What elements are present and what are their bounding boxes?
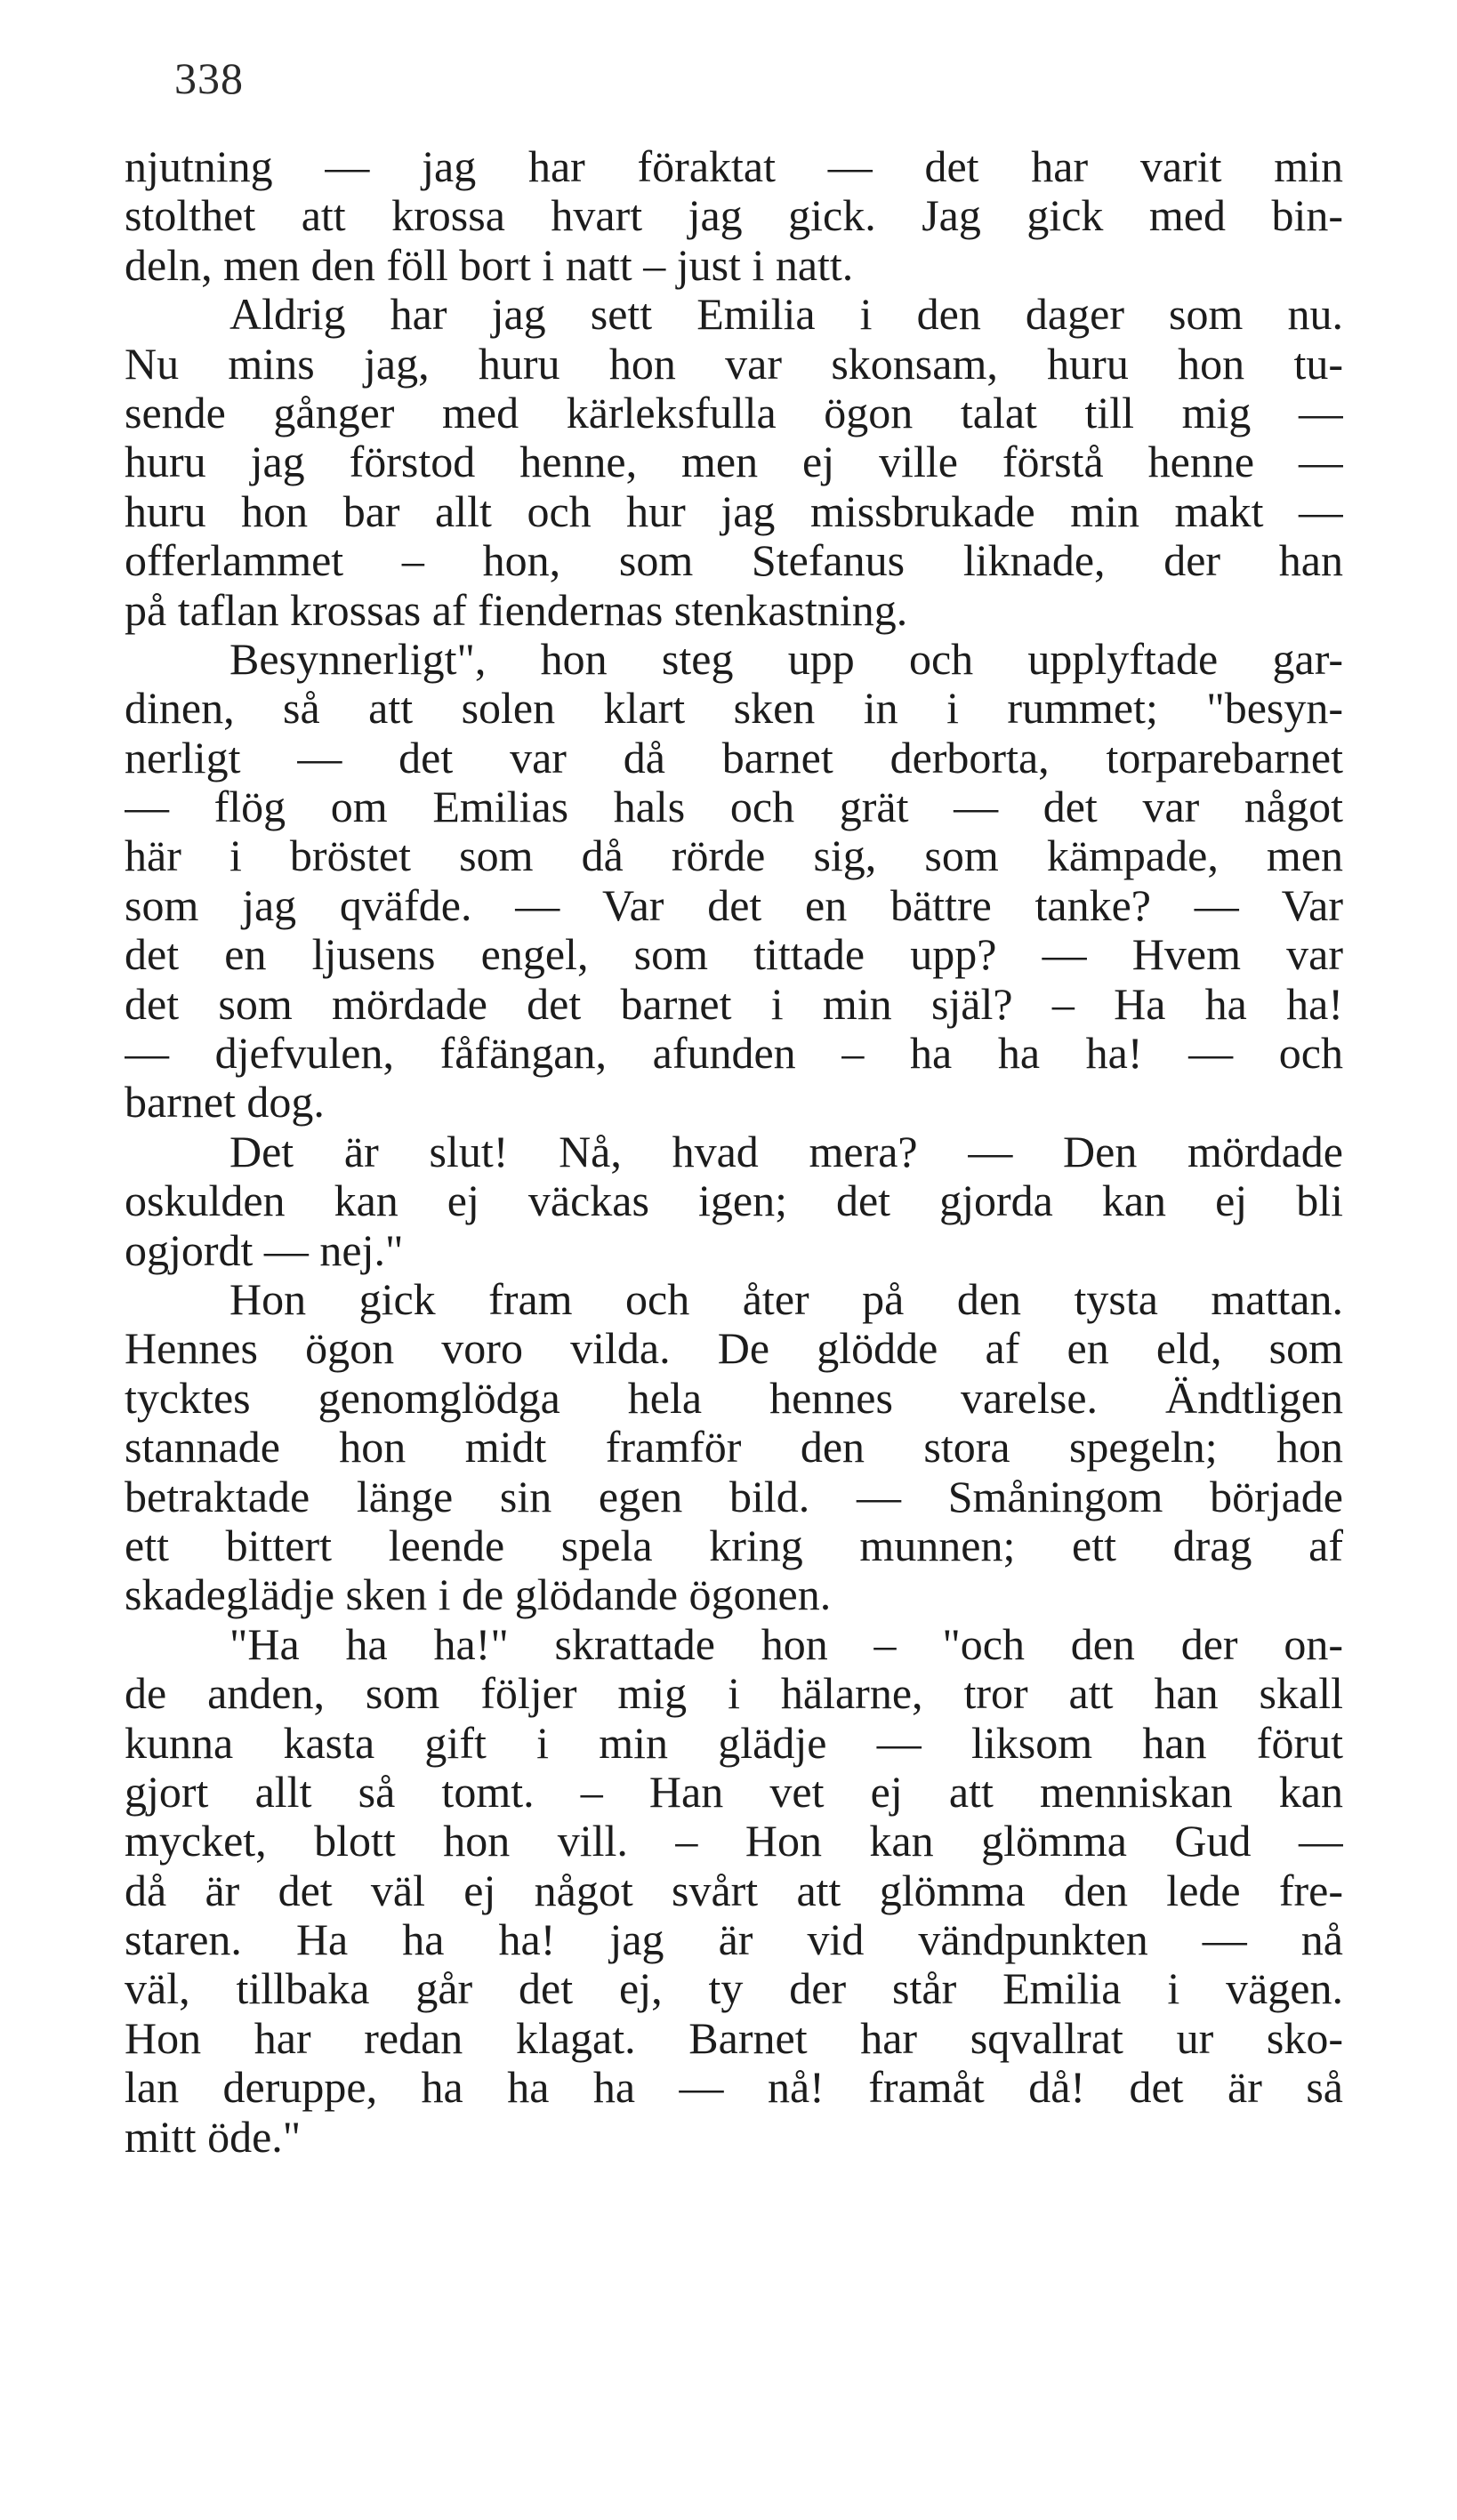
- text-line: väl, tillbaka går det ej, ty der står Emilia i vägen.: [125, 1964, 1343, 2014]
- text-line: "Ha ha ha!" skrattade hon – "och den der on-: [229, 1619, 1343, 1669]
- text-line: — djefvulen, fåfängan, afunden – ha ha ha! — och: [125, 1029, 1343, 1079]
- text-line: huru hon bar allt och hur jag missbrukade min makt —: [125, 486, 1343, 536]
- text-line: huru jag förstod henne, men ej ville förstå henne —: [125, 437, 1343, 487]
- text-line: Det är slut! Nå, hvad mera? — Den mördade: [229, 1127, 1343, 1176]
- text-line: de anden, som följer mig i hälarne, tror att han skall: [125, 1669, 1343, 1719]
- text-line: sende gånger med kärleksfulla ögon talat till mig —: [125, 388, 1343, 437]
- text-line: nerligt — det var då barnet derborta, torparebarnet: [125, 733, 1343, 782]
- text-line: det en ljusens engel, som tittade upp? — Hvem var: [125, 930, 1343, 980]
- text-line: staren. Ha ha ha! jag är vid vändpunkten — nå: [125, 1915, 1343, 1965]
- text-line: ett bittert leende spela kring munnen; ett drag af: [125, 1521, 1343, 1570]
- text-line: njutning — jag har föraktat — det har varit min: [125, 142, 1343, 191]
- text-line: skadeglädje sken i de glödande ögonen.: [125, 1570, 832, 1620]
- text-line: offerlammet – hon, som Stefanus liknade, der han: [125, 536, 1343, 586]
- text-line: dinen, så att solen klart sken in i rummet; "besyn-: [125, 684, 1343, 734]
- text-line: Hon har redan klagat. Barnet har sqvallrat ur sko-: [125, 2013, 1343, 2063]
- text-line: lan deruppe, ha ha ha — nå! framåt då! det är så: [125, 2063, 1343, 2113]
- text-line: Aldrig har jag sett Emilia i den dager som nu.: [229, 290, 1343, 340]
- text-line: Hon gick fram och åter på den tysta mattan.: [229, 1274, 1343, 1324]
- text-line: — flög om Emilias hals och grät — det var något: [125, 782, 1343, 832]
- text-line: som jag qväfde. — Var det en bättre tanke? — Var: [125, 880, 1343, 930]
- text-line: Besynnerligt", hon steg upp och upplyftade gar-: [229, 634, 1343, 684]
- text-line: deln, men den föll bort i natt – just i natt.: [125, 240, 854, 290]
- text-line: mycket, blott hon vill. – Hon kan glömma Gud —: [125, 1817, 1343, 1866]
- text-line: oskulden kan ej väckas igen; det gjorda kan ej bli: [125, 1176, 1343, 1226]
- text-line: det som mördade det barnet i min själ? – Ha ha ha!: [125, 979, 1343, 1029]
- text-line: gjort allt så tomt. – Han vet ej att menniskan kan: [125, 1767, 1343, 1817]
- text-line: på taflan krossas af fiendernas stenkastning.: [125, 585, 908, 635]
- text-line: stannade hon midt framför den stora spegeln; hon: [125, 1423, 1343, 1473]
- text-line: stolthet att krossa hvart jag gick. Jag gick med bin-: [125, 191, 1343, 241]
- text-line: tycktes genomglödga hela hennes varelse. Ändtligen: [125, 1373, 1343, 1423]
- text-line: här i bröstet som då rörde sig, som kämpade, men: [125, 831, 1343, 881]
- text-line: Nu mins jag, huru hon var skonsam, huru hon tu-: [125, 339, 1343, 389]
- text-line: ogjordt — nej.": [125, 1225, 404, 1275]
- text-line: mitt öde.": [125, 2112, 302, 2162]
- text-line: kunna kasta gift i min glädje — liksom han förut: [125, 1718, 1343, 1768]
- body-text: [125, 142, 1343, 2162]
- text-line: då är det väl ej något svårt att glömma den lede fre-: [125, 1866, 1343, 1915]
- text-line: barnet dog.: [125, 1078, 325, 1128]
- page-number: 338: [174, 53, 244, 103]
- text-line: betraktade länge sin egen bild. — Småningom började: [125, 1472, 1343, 1521]
- text-line: Hennes ögon voro vilda. De glödde af en eld, som: [125, 1324, 1343, 1374]
